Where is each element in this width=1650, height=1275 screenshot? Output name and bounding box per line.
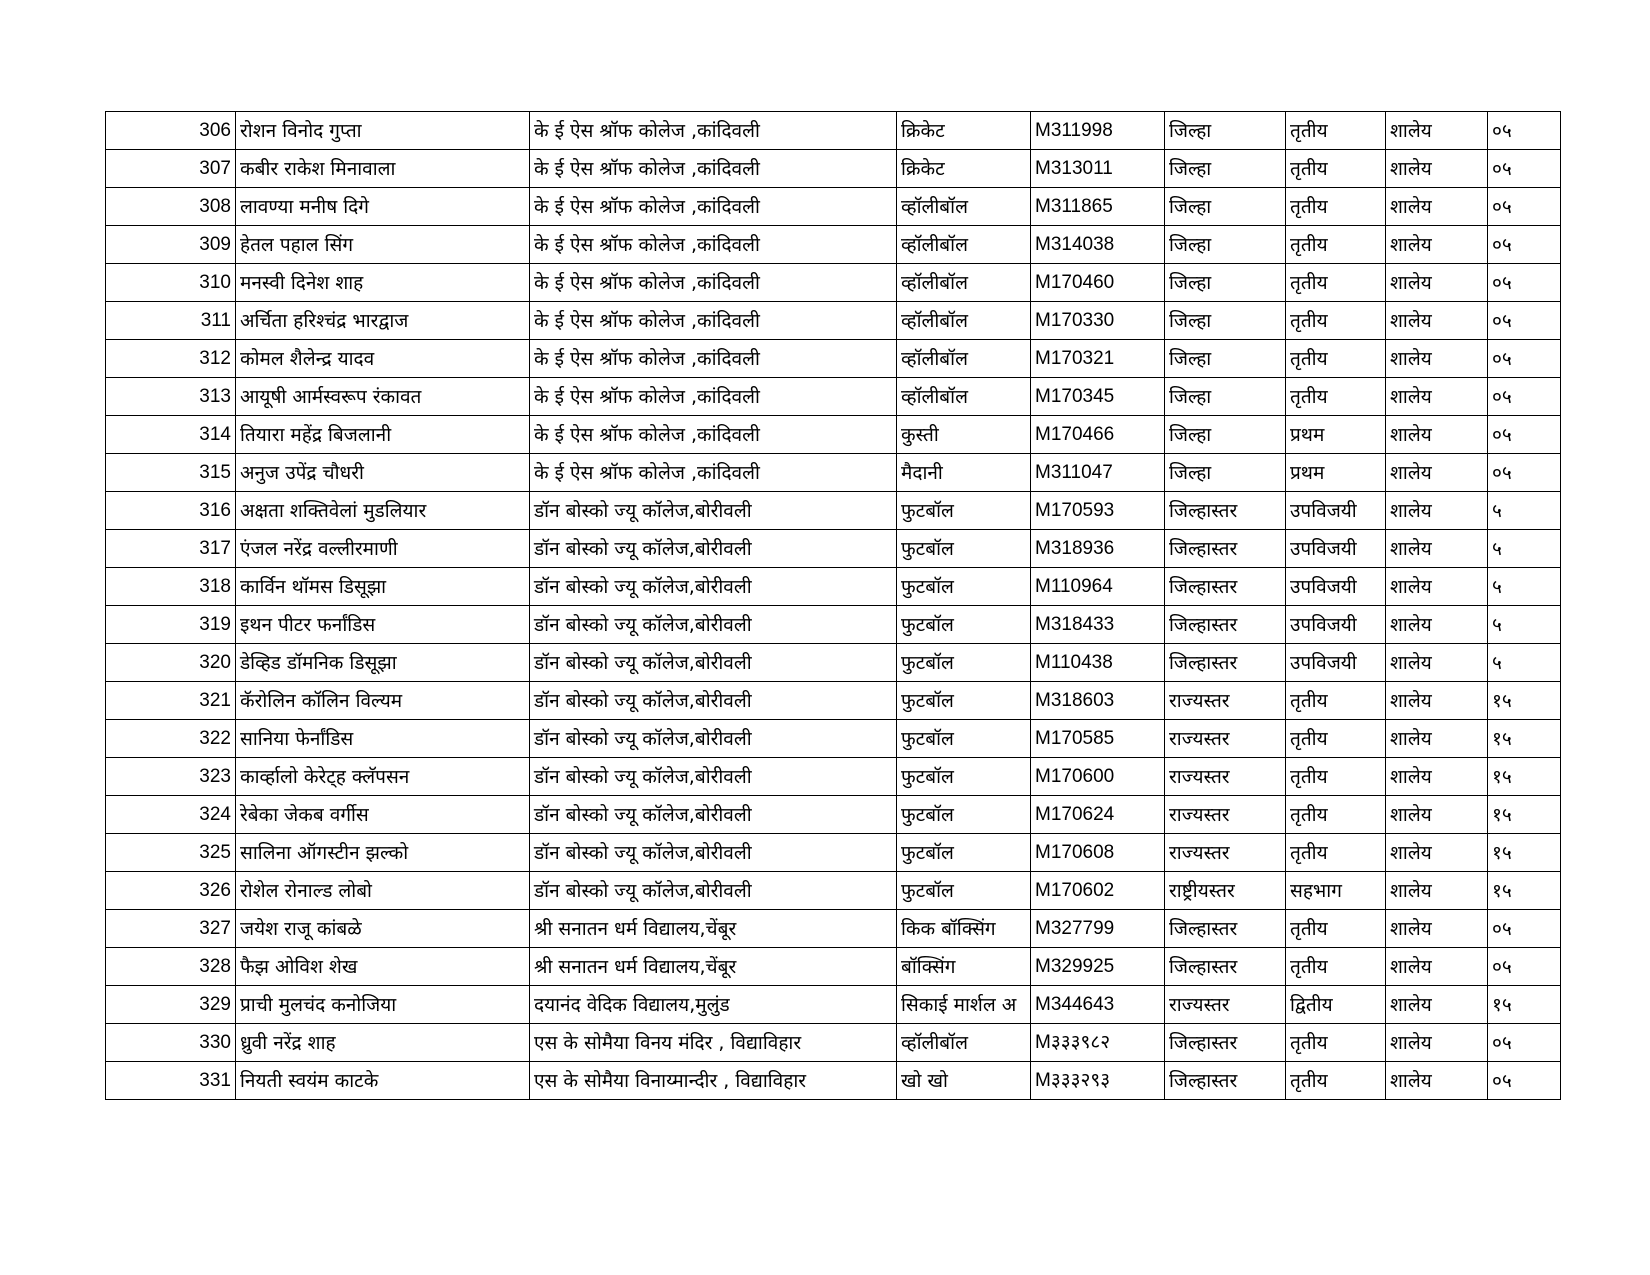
table-row	[106, 454, 1561, 492]
table-row	[106, 530, 1561, 568]
serial-number-cell: 321	[106, 682, 236, 720]
rank-cell: द्वितीय	[1286, 986, 1386, 1024]
table-row	[106, 340, 1561, 378]
category-cell: शालेय	[1386, 188, 1488, 226]
sport-cell: किक बॉक्सिंग	[897, 910, 1031, 948]
student-name-cell: कॅरोलिन कॉलिन विल्यम	[236, 682, 530, 720]
table-row	[106, 1024, 1561, 1062]
serial-number-cell: 318	[106, 568, 236, 606]
marks-cell: १५	[1488, 872, 1561, 910]
serial-number-cell: 324	[106, 796, 236, 834]
student-name-cell: तियारा महेंद्र बिजलानी	[236, 416, 530, 454]
category-cell: शालेय	[1386, 948, 1488, 986]
serial-number-cell: 323	[106, 758, 236, 796]
rank-cell: तृतीय	[1286, 796, 1386, 834]
marks-cell: १५	[1488, 720, 1561, 758]
sport-cell: फुटबॉल	[897, 758, 1031, 796]
marks-cell: ५	[1488, 644, 1561, 682]
rank-cell: तृतीय	[1286, 834, 1386, 872]
marks-cell: ५	[1488, 530, 1561, 568]
marks-cell: ०५	[1488, 416, 1561, 454]
table-row	[106, 416, 1561, 454]
sport-cell: व्हॉलीबॉल	[897, 188, 1031, 226]
marks-cell: ०५	[1488, 226, 1561, 264]
student-name-cell: हेतल पहाल सिंग	[236, 226, 530, 264]
serial-number-cell: 315	[106, 454, 236, 492]
serial-number-cell: 317	[106, 530, 236, 568]
registration-code-cell: M318433	[1031, 606, 1165, 644]
college-cell: डॉन बोस्को ज्यू कॉलेज,बोरीवली	[530, 682, 897, 720]
sport-cell: व्हॉलीबॉल	[897, 1024, 1031, 1062]
category-cell: शालेय	[1386, 910, 1488, 948]
level-cell: राज्यस्तर	[1165, 682, 1286, 720]
student-name-cell: कबीर राकेश मिनावाला	[236, 150, 530, 188]
level-cell: राज्यस्तर	[1165, 986, 1286, 1024]
registration-code-cell: M170593	[1031, 492, 1165, 530]
college-cell: के ई ऐस श्रॉफ कोलेज ,कांदिवली	[530, 454, 897, 492]
table-row	[106, 378, 1561, 416]
level-cell: जिल्हा	[1165, 150, 1286, 188]
rank-cell: तृतीय	[1286, 378, 1386, 416]
serial-number-cell: 309	[106, 226, 236, 264]
registration-code-cell: M170585	[1031, 720, 1165, 758]
category-cell: शालेय	[1386, 796, 1488, 834]
rank-cell: उपविजयी	[1286, 530, 1386, 568]
rank-cell: उपविजयी	[1286, 644, 1386, 682]
level-cell: जिल्हा	[1165, 264, 1286, 302]
rank-cell: तृतीय	[1286, 150, 1386, 188]
category-cell: शालेय	[1386, 1024, 1488, 1062]
level-cell: जिल्हास्तर	[1165, 910, 1286, 948]
category-cell: शालेय	[1386, 834, 1488, 872]
table-row	[106, 568, 1561, 606]
serial-number-cell: 329	[106, 986, 236, 1024]
college-cell: के ई ऐस श्रॉफ कोलेज ,कांदिवली	[530, 302, 897, 340]
rank-cell: तृतीय	[1286, 302, 1386, 340]
rank-cell: तृतीय	[1286, 720, 1386, 758]
table-body	[106, 112, 1561, 1100]
registration-code-cell: M170466	[1031, 416, 1165, 454]
serial-number-cell: 319	[106, 606, 236, 644]
serial-number-cell: 330	[106, 1024, 236, 1062]
table-row	[106, 112, 1561, 150]
sport-cell: व्हॉलीबॉल	[897, 378, 1031, 416]
results-table	[105, 111, 1561, 1100]
category-cell: शालेय	[1386, 340, 1488, 378]
marks-cell: १५	[1488, 834, 1561, 872]
registration-code-cell: M३३३९८२	[1031, 1024, 1165, 1062]
marks-cell: ०५	[1488, 948, 1561, 986]
sport-cell: फुटबॉल	[897, 682, 1031, 720]
rank-cell: तृतीय	[1286, 1062, 1386, 1100]
marks-cell: ०५	[1488, 264, 1561, 302]
category-cell: शालेय	[1386, 454, 1488, 492]
registration-code-cell: M170460	[1031, 264, 1165, 302]
category-cell: शालेय	[1386, 112, 1488, 150]
sport-cell: फुटबॉल	[897, 492, 1031, 530]
sport-cell: फुटबॉल	[897, 568, 1031, 606]
rank-cell: तृतीय	[1286, 1024, 1386, 1062]
sport-cell: व्हॉलीबॉल	[897, 226, 1031, 264]
category-cell: शालेय	[1386, 264, 1488, 302]
category-cell: शालेय	[1386, 226, 1488, 264]
student-name-cell: रोशेल रोनाल्ड लोबो	[236, 872, 530, 910]
college-cell: डॉन बोस्को ज्यू कॉलेज,बोरीवली	[530, 720, 897, 758]
student-name-cell: कार्विन थॉमस डिसूझा	[236, 568, 530, 606]
table-row	[106, 264, 1561, 302]
registration-code-cell: M170602	[1031, 872, 1165, 910]
level-cell: जिल्हास्तर	[1165, 1024, 1286, 1062]
college-cell: के ई ऐस श्रॉफ कोलेज ,कांदिवली	[530, 340, 897, 378]
table-row	[106, 1062, 1561, 1100]
serial-number-cell: 328	[106, 948, 236, 986]
student-name-cell: कोमल शैलेन्द्र यादव	[236, 340, 530, 378]
student-name-cell: मनस्वी दिनेश शाह	[236, 264, 530, 302]
serial-number-cell: 308	[106, 188, 236, 226]
level-cell: जिल्हास्तर	[1165, 492, 1286, 530]
college-cell: के ई ऐस श्रॉफ कोलेज ,कांदिवली	[530, 264, 897, 302]
rank-cell: उपविजयी	[1286, 568, 1386, 606]
serial-number-cell: 313	[106, 378, 236, 416]
college-cell: डॉन बोस्को ज्यू कॉलेज,बोरीवली	[530, 796, 897, 834]
registration-code-cell: M344643	[1031, 986, 1165, 1024]
registration-code-cell: M318603	[1031, 682, 1165, 720]
sport-cell: फुटबॉल	[897, 872, 1031, 910]
category-cell: शालेय	[1386, 606, 1488, 644]
student-name-cell: अनुज उपेंद्र चौधरी	[236, 454, 530, 492]
sport-cell: फुटबॉल	[897, 530, 1031, 568]
level-cell: जिल्हा	[1165, 340, 1286, 378]
marks-cell: १५	[1488, 758, 1561, 796]
level-cell: जिल्हा	[1165, 112, 1286, 150]
marks-cell: ०५	[1488, 910, 1561, 948]
marks-cell: १५	[1488, 986, 1561, 1024]
category-cell: शालेय	[1386, 150, 1488, 188]
marks-cell: ५	[1488, 492, 1561, 530]
rank-cell: तृतीय	[1286, 340, 1386, 378]
level-cell: जिल्हास्तर	[1165, 1062, 1286, 1100]
sport-cell: फुटबॉल	[897, 796, 1031, 834]
rank-cell: प्रथम	[1286, 454, 1386, 492]
student-name-cell: रेबेका जेकब वर्गीस	[236, 796, 530, 834]
registration-code-cell: M327799	[1031, 910, 1165, 948]
college-cell: दयानंद वेदिक विद्यालय,मुलुंड	[530, 986, 897, 1024]
marks-cell: ०५	[1488, 1062, 1561, 1100]
sport-cell: व्हॉलीबॉल	[897, 340, 1031, 378]
category-cell: शालेय	[1386, 378, 1488, 416]
sport-cell: क्रिकेट	[897, 150, 1031, 188]
student-name-cell: एंजल नरेंद्र वल्लीरमाणी	[236, 530, 530, 568]
table-row	[106, 606, 1561, 644]
table-row	[106, 910, 1561, 948]
category-cell: शालेय	[1386, 720, 1488, 758]
level-cell: जिल्हा	[1165, 378, 1286, 416]
college-cell: के ई ऐस श्रॉफ कोलेज ,कांदिवली	[530, 226, 897, 264]
level-cell: जिल्हास्तर	[1165, 530, 1286, 568]
level-cell: जिल्हा	[1165, 454, 1286, 492]
registration-code-cell: M170345	[1031, 378, 1165, 416]
serial-number-cell: 331	[106, 1062, 236, 1100]
student-name-cell: कार्व्हालो केरेट्ह क्लॅपसन	[236, 758, 530, 796]
student-name-cell: इथन पीटर फर्नांडिस	[236, 606, 530, 644]
student-name-cell: फैझ ओविश शेख	[236, 948, 530, 986]
college-cell: डॉन बोस्को ज्यू कॉलेज,बोरीवली	[530, 872, 897, 910]
table-row	[106, 492, 1561, 530]
rank-cell: तृतीय	[1286, 910, 1386, 948]
sport-cell: फुटबॉल	[897, 606, 1031, 644]
level-cell: जिल्हास्तर	[1165, 568, 1286, 606]
sport-cell: फुटबॉल	[897, 834, 1031, 872]
serial-number-cell: 312	[106, 340, 236, 378]
college-cell: के ई ऐस श्रॉफ कोलेज ,कांदिवली	[530, 150, 897, 188]
category-cell: शालेय	[1386, 416, 1488, 454]
table-row	[106, 758, 1561, 796]
marks-cell: ०५	[1488, 150, 1561, 188]
category-cell: शालेय	[1386, 302, 1488, 340]
sport-cell: व्हॉलीबॉल	[897, 302, 1031, 340]
level-cell: राज्यस्तर	[1165, 720, 1286, 758]
rank-cell: तृतीय	[1286, 264, 1386, 302]
sport-cell: सिकाई मार्शल अ	[897, 986, 1031, 1024]
rank-cell: तृतीय	[1286, 226, 1386, 264]
level-cell: राष्ट्रीयस्तर	[1165, 872, 1286, 910]
sport-cell: बॉक्सिंग	[897, 948, 1031, 986]
registration-code-cell: M314038	[1031, 226, 1165, 264]
rank-cell: तृतीय	[1286, 188, 1386, 226]
marks-cell: १५	[1488, 682, 1561, 720]
registration-code-cell: M170624	[1031, 796, 1165, 834]
marks-cell: ०५	[1488, 302, 1561, 340]
level-cell: जिल्हा	[1165, 302, 1286, 340]
registration-code-cell: M329925	[1031, 948, 1165, 986]
serial-number-cell: 311	[106, 302, 236, 340]
level-cell: राज्यस्तर	[1165, 796, 1286, 834]
student-name-cell: जयेश राजू कांबळे	[236, 910, 530, 948]
sport-cell: फुटबॉल	[897, 720, 1031, 758]
category-cell: शालेय	[1386, 644, 1488, 682]
college-cell: डॉन बोस्को ज्यू कॉलेज,बोरीवली	[530, 492, 897, 530]
table-row	[106, 720, 1561, 758]
sport-cell: खो खो	[897, 1062, 1031, 1100]
registration-code-cell: M170330	[1031, 302, 1165, 340]
student-name-cell: आयूषी आर्मस्वरूप रंकावत	[236, 378, 530, 416]
serial-number-cell: 306	[106, 112, 236, 150]
table-row	[106, 948, 1561, 986]
registration-code-cell: M110964	[1031, 568, 1165, 606]
marks-cell: ०५	[1488, 112, 1561, 150]
table-row	[106, 302, 1561, 340]
sport-cell: क्रिकेट	[897, 112, 1031, 150]
student-name-cell: अक्षता शक्तिवेलां मुडलियार	[236, 492, 530, 530]
sport-cell: व्हॉलीबॉल	[897, 264, 1031, 302]
serial-number-cell: 310	[106, 264, 236, 302]
serial-number-cell: 327	[106, 910, 236, 948]
college-cell: डॉन बोस्को ज्यू कॉलेज,बोरीवली	[530, 530, 897, 568]
rank-cell: तृतीय	[1286, 948, 1386, 986]
rank-cell: तृतीय	[1286, 682, 1386, 720]
student-name-cell: अर्चिता हरिश्चंद्र भारद्वाज	[236, 302, 530, 340]
student-name-cell: प्राची मुलचंद कनोजिया	[236, 986, 530, 1024]
registration-code-cell: M३३३२९३	[1031, 1062, 1165, 1100]
rank-cell: सहभाग	[1286, 872, 1386, 910]
level-cell: जिल्हा	[1165, 226, 1286, 264]
registration-code-cell: M311998	[1031, 112, 1165, 150]
serial-number-cell: 322	[106, 720, 236, 758]
table-row	[106, 796, 1561, 834]
serial-number-cell: 326	[106, 872, 236, 910]
serial-number-cell: 314	[106, 416, 236, 454]
student-name-cell: सालिना ऑगस्टीन झल्को	[236, 834, 530, 872]
college-cell: श्री सनातन धर्म विद्यालय,चेंबूर	[530, 910, 897, 948]
registration-code-cell: M311865	[1031, 188, 1165, 226]
student-name-cell: लावण्या मनीष दिगे	[236, 188, 530, 226]
college-cell: के ई ऐस श्रॉफ कोलेज ,कांदिवली	[530, 378, 897, 416]
category-cell: शालेय	[1386, 682, 1488, 720]
sport-cell: मैदानी	[897, 454, 1031, 492]
registration-code-cell: M170608	[1031, 834, 1165, 872]
registration-code-cell: M170321	[1031, 340, 1165, 378]
level-cell: जिल्हा	[1165, 188, 1286, 226]
marks-cell: ०५	[1488, 340, 1561, 378]
student-name-cell: डेव्हिड डॉमनिक डिसूझा	[236, 644, 530, 682]
serial-number-cell: 325	[106, 834, 236, 872]
college-cell: डॉन बोस्को ज्यू कॉलेज,बोरीवली	[530, 606, 897, 644]
level-cell: जिल्हास्तर	[1165, 948, 1286, 986]
college-cell: के ई ऐस श्रॉफ कोलेज ,कांदिवली	[530, 416, 897, 454]
registration-code-cell: M313011	[1031, 150, 1165, 188]
college-cell: एस के सोमैया विनय मंदिर , विद्याविहार	[530, 1024, 897, 1062]
student-name-cell: रोशन विनोद गुप्ता	[236, 112, 530, 150]
registration-code-cell: M170600	[1031, 758, 1165, 796]
marks-cell: ०५	[1488, 188, 1561, 226]
table-row	[106, 834, 1561, 872]
registration-code-cell: M318936	[1031, 530, 1165, 568]
category-cell: शालेय	[1386, 758, 1488, 796]
category-cell: शालेय	[1386, 530, 1488, 568]
level-cell: राज्यस्तर	[1165, 758, 1286, 796]
marks-cell: ०५	[1488, 454, 1561, 492]
rank-cell: उपविजयी	[1286, 606, 1386, 644]
table-row	[106, 150, 1561, 188]
level-cell: जिल्हास्तर	[1165, 606, 1286, 644]
college-cell: के ई ऐस श्रॉफ कोलेज ,कांदिवली	[530, 188, 897, 226]
table-row	[106, 188, 1561, 226]
rank-cell: प्रथम	[1286, 416, 1386, 454]
student-name-cell: सानिया फेर्नांडिस	[236, 720, 530, 758]
college-cell: डॉन बोस्को ज्यू कॉलेज,बोरीवली	[530, 758, 897, 796]
level-cell: जिल्हा	[1165, 416, 1286, 454]
table-row	[106, 986, 1561, 1024]
college-cell: डॉन बोस्को ज्यू कॉलेज,बोरीवली	[530, 834, 897, 872]
serial-number-cell: 320	[106, 644, 236, 682]
marks-cell: ५	[1488, 606, 1561, 644]
college-cell: के ई ऐस श्रॉफ कोलेज ,कांदिवली	[530, 112, 897, 150]
marks-cell: १५	[1488, 796, 1561, 834]
sport-cell: फुटबॉल	[897, 644, 1031, 682]
category-cell: शालेय	[1386, 1062, 1488, 1100]
college-cell: डॉन बोस्को ज्यू कॉलेज,बोरीवली	[530, 644, 897, 682]
table-row	[106, 872, 1561, 910]
serial-number-cell: 307	[106, 150, 236, 188]
table-row	[106, 682, 1561, 720]
category-cell: शालेय	[1386, 492, 1488, 530]
level-cell: जिल्हास्तर	[1165, 644, 1286, 682]
sport-cell: कुस्ती	[897, 416, 1031, 454]
category-cell: शालेय	[1386, 986, 1488, 1024]
marks-cell: ०५	[1488, 378, 1561, 416]
college-cell: डॉन बोस्को ज्यू कॉलेज,बोरीवली	[530, 568, 897, 606]
marks-cell: ५	[1488, 568, 1561, 606]
student-name-cell: ध्रुवी नरेंद्र शाह	[236, 1024, 530, 1062]
rank-cell: तृतीय	[1286, 758, 1386, 796]
rank-cell: तृतीय	[1286, 112, 1386, 150]
rank-cell: उपविजयी	[1286, 492, 1386, 530]
registration-code-cell: M110438	[1031, 644, 1165, 682]
college-cell: श्री सनातन धर्म विद्यालय,चेंबूर	[530, 948, 897, 986]
category-cell: शालेय	[1386, 872, 1488, 910]
table-row	[106, 644, 1561, 682]
table-row	[106, 226, 1561, 264]
marks-cell: ०५	[1488, 1024, 1561, 1062]
serial-number-cell: 316	[106, 492, 236, 530]
student-name-cell: नियती स्वयंम काटके	[236, 1062, 530, 1100]
level-cell: राज्यस्तर	[1165, 834, 1286, 872]
college-cell: एस के सोमैया विनाय्मान्दीर , विद्याविहार	[530, 1062, 897, 1100]
category-cell: शालेय	[1386, 568, 1488, 606]
registration-code-cell: M311047	[1031, 454, 1165, 492]
